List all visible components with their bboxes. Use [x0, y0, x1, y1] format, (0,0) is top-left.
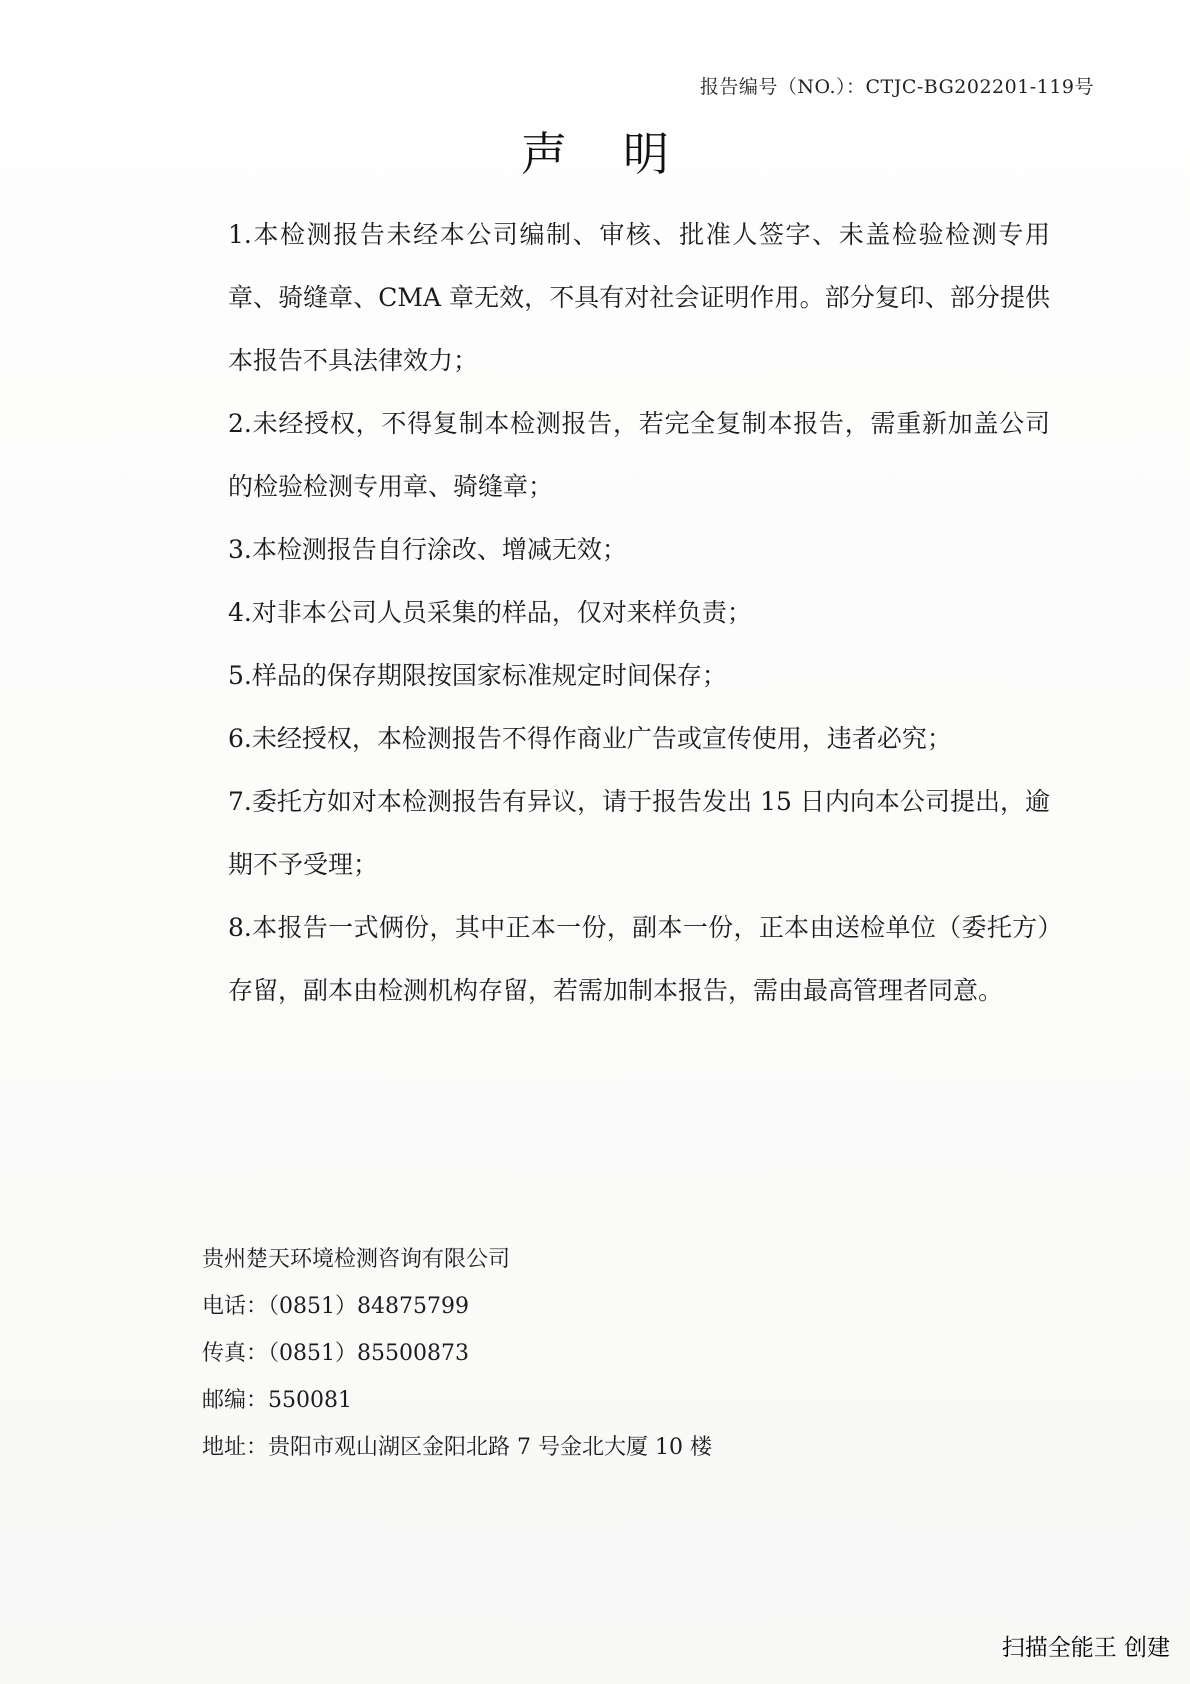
- clause-4: 4.对非本公司人员采集的样品，仅对来样负责；: [228, 598, 752, 627]
- fax-line: 传真：（0851）85500873: [202, 1341, 469, 1366]
- scanner-watermark: 扫描全能王 创建: [1001, 1635, 1170, 1661]
- address-line: 地址：贵阳市观山湖区金阳北路 7 号金北大厦 10 楼: [202, 1435, 712, 1460]
- report-number: 报告编号（NO.）：CTJC-BG202201-119号: [699, 76, 1094, 98]
- contact-block: [202, 1236, 712, 1471]
- clause-2: 2.未经授权，不得复制本检测报告，若完全复制本报告，需重新加盖公司的检验检测专用章、骑缝章；: [228, 409, 1050, 501]
- page-title: 声明: [521, 127, 725, 181]
- clause-8: 8.本报告一式俩份，其中正本一份，副本一份，正本由送检单位（委托方）存留，副本由检测机构存留，若需加制本报告，需由最高管理者同意。: [228, 913, 1050, 1005]
- postcode-line: 邮编：550081: [202, 1388, 352, 1413]
- phone-line: 电话：（0851）84875799: [202, 1294, 469, 1319]
- clause-1: 1.本检测报告未经本公司编制、审核、批准人签字、未盖检验检测专用章、骑缝章、CMA 章无效，不具有对社会证明作用。部分复印、部分提供本报告不具法律效力；: [228, 220, 1050, 375]
- clause-7: 7.委托方如对本检测报告有异议，请于报告发出 15 日内向本公司提出，逾期不予受理；: [228, 787, 1050, 879]
- clause-3: 3.本检测报告自行涂改、增减无效；: [228, 535, 627, 564]
- declaration-clauses: [228, 203, 1050, 1022]
- clause-6: 6.未经授权，本检测报告不得作商业广告或宣传使用，违者必究；: [228, 724, 952, 753]
- company-name: 贵州楚天环境检测咨询有限公司: [202, 1247, 511, 1272]
- clause-5: 5.样品的保存期限按国家标准规定时间保存；: [228, 661, 727, 690]
